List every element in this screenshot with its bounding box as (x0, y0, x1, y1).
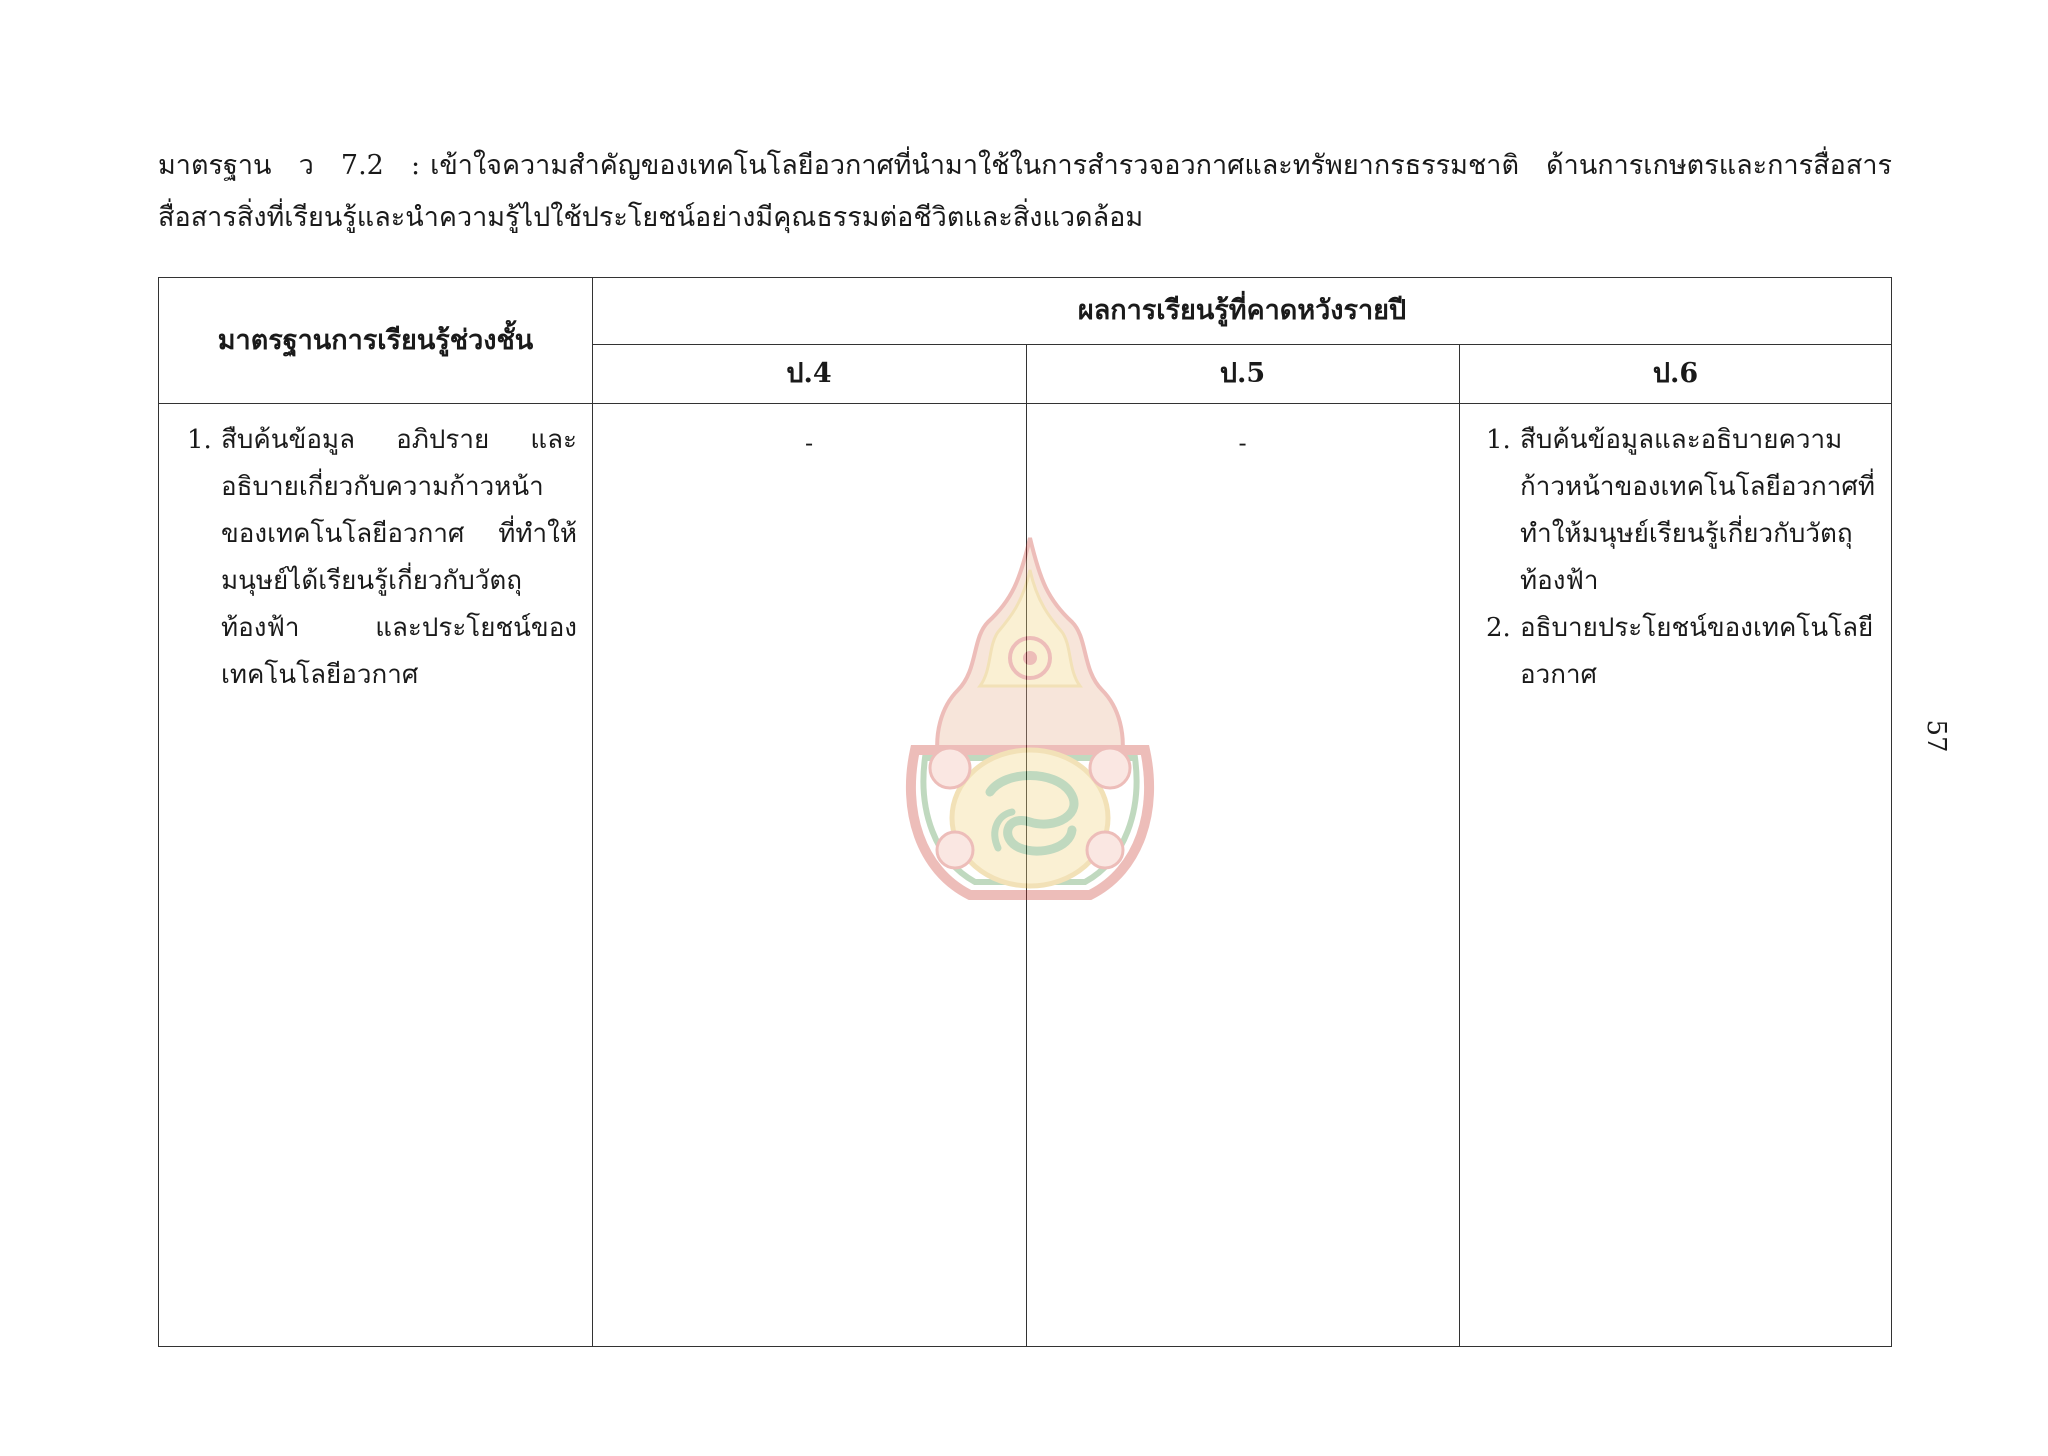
list-item: 2. อธิบายประโยชน์ของเทคโนโลยีอวกาศ (1486, 613, 1874, 690)
p6-indicator-list (1486, 417, 1878, 699)
header-grade-p4: ป.4 (786, 358, 832, 389)
standard-indicator-list (187, 417, 577, 699)
page-number: 57 (1921, 719, 1951, 753)
header-divider (592, 344, 1891, 345)
header-learning-standard: มาตรฐานการเรียนรู้ช่วงชั้น (217, 325, 534, 356)
column-divider (1026, 344, 1027, 1346)
p4-value: - (804, 429, 814, 457)
curriculum-table (158, 277, 1892, 1347)
standard-code: มาตรฐาน ว 7.2 : (158, 150, 421, 181)
header-grade-p5: ป.5 (1219, 358, 1266, 389)
p5-value: - (1238, 429, 1247, 457)
list-item: 1. สืบค้นข้อมูล อภิปราย และอธิบายเกี่ยวกับความก้าวหน้าของเทคโนโลยีอวกาศ ที่ทำให้มนุษย์ได้เรียนรู้เกี่ยวกับวัตถุท้องฟ้า และประโยชน์ของเทคโนโลยีอวกาศ (187, 425, 577, 690)
list-item: 1. สืบค้นข้อมูลและอธิบายความก้าวหน้าของเทคโนโลยีอวกาศที่ทำให้มนุษย์เรียนรู้เกี่ยวกับวัตถุท้องฟ้า (1486, 425, 1876, 596)
standard-description: เข้าใจความสำคัญของเทคโนโลยีอวกาศที่นำมาใช้ในการสำรวจอวกาศและทรัพยากรธรรมชาติ ด้านการเกษตรและการสื่อสาร สื่อสารสิ่งที่เรียนรู้และนำความรู้ไปใช้ประโยชน์อย่างมีคุณธรรมต่อชีวิตและสิ่งแวดล้อม (158, 150, 1892, 233)
standard-heading (158, 140, 1892, 244)
header-grade-p6: ป.6 (1652, 358, 1699, 389)
column-divider (1459, 344, 1460, 1346)
header-bottom-divider (159, 403, 1891, 404)
header-expected-outcomes: ผลการเรียนรู้ที่คาดหวังรายปี (1077, 295, 1407, 326)
